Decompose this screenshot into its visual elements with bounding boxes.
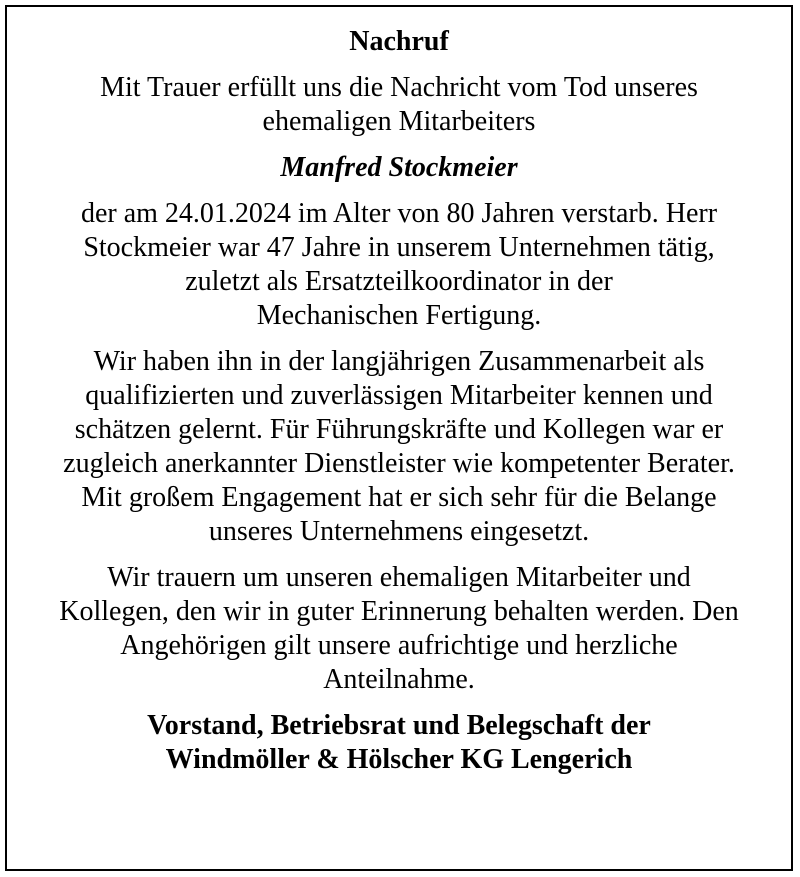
- deceased-name: Manfred Stockmeier: [280, 152, 518, 183]
- intro-line: ehemaligen Mitarbeiters: [262, 106, 536, 137]
- text-line: zuletzt als Ersatzteilkoordinator in der: [185, 266, 613, 297]
- notice-content: [7, 25, 791, 777]
- text-line: Mechanischen Fertigung.: [256, 300, 542, 331]
- signature-line: Vorstand, Betriebsrat und Belegschaft der: [147, 710, 651, 741]
- notice-title: Nachruf: [349, 26, 449, 57]
- paragraph-condolence: [7, 561, 791, 697]
- text-line: Wir haben ihn in der langjährigen Zusammenarbeit als: [93, 346, 705, 377]
- intro-line: Mit Trauer erfüllt uns die Nachricht vom Tod unseres: [100, 72, 698, 103]
- notice-border: [5, 5, 793, 871]
- paragraph-career: [7, 197, 791, 333]
- text-line: Mit großem Engagement hat er sich sehr für die Belange: [81, 482, 717, 513]
- text-line: Wir trauern um unseren ehemaligen Mitarbeiter und: [107, 562, 691, 593]
- intro-paragraph: [7, 71, 791, 139]
- text-line: unseres Unternehmens eingesetzt.: [208, 516, 590, 547]
- signature-line: Windmöller & Hölscher KG Lengerich: [165, 744, 633, 775]
- text-line: Stockmeier war 47 Jahre in unserem Unternehmen tätig,: [83, 232, 715, 263]
- text-line: qualifizierten und zuverlässigen Mitarbeiter kennen und: [85, 380, 713, 411]
- text-line: schätzen gelernt. Für Führungskräfte und Kollegen war er: [74, 414, 724, 445]
- text-line: Kollegen, den wir in guter Erinnerung behalten werden. Den: [59, 596, 739, 627]
- text-line: Angehörigen gilt unsere aufrichtige und herzliche: [120, 630, 678, 661]
- paragraph-appreciation: [7, 345, 791, 549]
- text-line: der am 24.01.2024 im Alter von 80 Jahren verstarb. Herr: [80, 198, 718, 229]
- text-line: zugleich anerkannter Dienstleister wie kompetenter Berater.: [63, 448, 735, 479]
- text-line: Anteilnahme.: [323, 664, 475, 695]
- signature: [7, 709, 791, 777]
